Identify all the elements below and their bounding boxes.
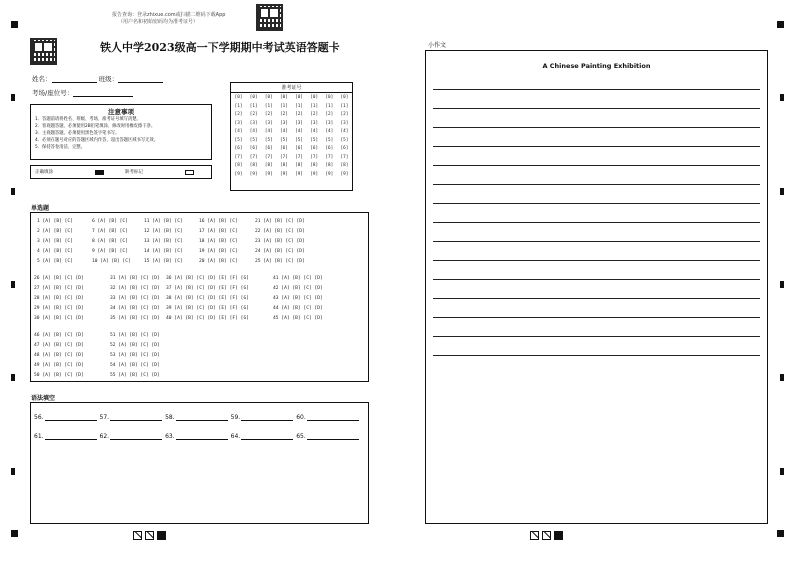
correct-fill-label: 正确填涂	[35, 170, 53, 175]
mc-question[interactable]: 21 [A] [B] [C] [D]	[255, 219, 305, 224]
admission-digit-bubble[interactable]: [0]	[310, 95, 319, 100]
mc-question[interactable]: 38 [A] [B] [C] [D] [E] [F] [G]	[166, 296, 249, 301]
admission-title: 准考证号	[231, 83, 352, 93]
admission-digit-bubble[interactable]: [0]	[249, 95, 258, 100]
legend-box	[30, 165, 212, 179]
mc-question[interactable]: 5 [A] [B] [C]	[37, 259, 73, 264]
absent-mark-label: 缺考标记	[125, 170, 143, 175]
grammar-blank[interactable]	[165, 433, 228, 440]
grammar-blank[interactable]	[296, 433, 359, 440]
mc-section-label: 单选题	[31, 205, 50, 212]
mc-question[interactable]: 39 [A] [B] [C] [D] [E] [F] [G]	[166, 306, 249, 311]
seat-label: 考场/座位号：	[32, 89, 74, 97]
grammar-blank[interactable]	[100, 433, 163, 440]
admission-digit-column	[310, 94, 318, 190]
admission-digit-bubble[interactable]: [8]	[249, 163, 258, 168]
admission-digit-bubble[interactable]: [1]	[234, 103, 243, 109]
timing-mark	[780, 281, 784, 288]
grammar-answer-line[interactable]	[45, 414, 97, 421]
mc-question[interactable]: 31 [A] [B] [C] [D]	[110, 276, 160, 281]
note-line: 1．答题前请将姓名、班级、考场、准考证号填写清楚。	[35, 117, 141, 122]
mc-box	[30, 212, 369, 382]
page-mark-slash	[542, 531, 551, 540]
admission-digit-bubble[interactable]: [6]	[295, 146, 303, 151]
admission-digit-bubble[interactable]: [5]	[310, 137, 319, 143]
page-marks-left	[133, 531, 166, 540]
admission-grid	[231, 94, 352, 190]
admission-digit-bubble[interactable]: [3]	[295, 120, 303, 126]
composition-writing-line[interactable]	[433, 260, 760, 261]
mc-question[interactable]: 54 [A] [B] [C] [D]	[110, 363, 160, 368]
mc-question[interactable]: 3 [A] [B] [C]	[37, 239, 73, 244]
admission-digit-bubble[interactable]: [8]	[310, 163, 319, 168]
mc-question[interactable]: 14 [A] [B] [C]	[144, 249, 183, 254]
admission-digit-bubble[interactable]: [0]	[295, 95, 303, 100]
mc-question[interactable]: 29 [A] [B] [C] [D]	[34, 306, 84, 311]
admission-digit-bubble[interactable]: [6]	[264, 146, 273, 151]
admission-digit-bubble[interactable]: [1]	[264, 103, 273, 109]
mc-question[interactable]: 15 [A] [B] [C]	[144, 259, 183, 264]
mc-question[interactable]: 22 [A] [B] [C] [D]	[255, 229, 305, 234]
grammar-answer-line[interactable]	[45, 433, 97, 440]
absent-mark-box[interactable]	[185, 170, 194, 175]
mc-question[interactable]: 32 [A] [B] [C] [D]	[110, 286, 160, 291]
note-line: 2．客观题答题，必须使用2B铅笔填涂，修改时用橡皮擦干净。	[35, 124, 156, 129]
mc-question[interactable]: 9 [A] [B] [C]	[92, 249, 128, 254]
mc-question[interactable]: 28 [A] [B] [C] [D]	[34, 296, 84, 301]
mc-question[interactable]: 49 [A] [B] [C] [D]	[34, 363, 84, 368]
admission-digit-column	[295, 94, 303, 190]
admission-digit-column	[341, 94, 349, 190]
mc-question[interactable]: 43 [A] [B] [C] [D]	[273, 296, 323, 301]
admission-digit-bubble[interactable]: [9]	[280, 171, 288, 177]
name-row	[32, 74, 163, 83]
admission-digit-bubble[interactable]: [1]	[325, 103, 334, 109]
timing-mark	[780, 374, 784, 381]
grammar-blank-number: 63.	[165, 433, 175, 440]
grammar-blank[interactable]	[231, 433, 294, 440]
composition-writing-line[interactable]	[433, 165, 760, 166]
grammar-answer-line[interactable]	[110, 414, 162, 421]
admission-digit-bubble[interactable]: [7]	[295, 154, 303, 160]
admission-digit-bubble[interactable]: [2]	[325, 112, 334, 117]
notes-title: 注意事项	[108, 108, 134, 116]
mc-question[interactable]: 44 [A] [B] [C] [D]	[273, 306, 323, 311]
mc-question[interactable]: 34 [A] [B] [C] [D]	[110, 306, 160, 311]
grammar-answer-line[interactable]	[176, 433, 228, 440]
admission-digit-bubble[interactable]: [2]	[264, 112, 273, 117]
admission-digit-bubble[interactable]: [7]	[264, 154, 273, 160]
admission-digit-bubble[interactable]: [8]	[264, 163, 273, 168]
grammar-blank[interactable]	[231, 414, 294, 421]
admission-digit-bubble[interactable]: [7]	[280, 154, 288, 160]
admission-digit-bubble[interactable]: [2]	[280, 112, 288, 117]
timing-mark	[780, 94, 784, 101]
composition-writing-line[interactable]	[433, 108, 760, 109]
admission-digit-bubble[interactable]: [8]	[295, 163, 303, 168]
admission-digit-bubble[interactable]: [7]	[325, 154, 334, 160]
admission-digit-bubble[interactable]: [9]	[325, 171, 334, 177]
correct-fill-sample	[95, 170, 104, 175]
timing-mark	[780, 188, 784, 195]
admission-digit-bubble[interactable]: [3]	[249, 120, 258, 126]
page-mark-slash	[133, 531, 142, 540]
grammar-blank[interactable]	[100, 414, 163, 421]
mc-question[interactable]: 33 [A] [B] [C] [D]	[110, 296, 160, 301]
composition-writing-line[interactable]	[433, 355, 760, 356]
admission-digit-bubble[interactable]: [5]	[234, 137, 243, 143]
admission-digit-bubble[interactable]: [8]	[325, 163, 334, 168]
admission-digit-bubble[interactable]: [9]	[310, 171, 319, 177]
mc-question[interactable]: 52 [A] [B] [C] [D]	[110, 343, 160, 348]
admission-digit-bubble[interactable]: [1]	[280, 103, 288, 109]
admission-digit-bubble[interactable]: [9]	[264, 171, 273, 177]
grammar-blank-number: 65.	[296, 433, 306, 440]
page-mark-slash	[530, 531, 539, 540]
grammar-answer-line[interactable]	[176, 414, 228, 421]
mc-question[interactable]: 55 [A] [B] [C] [D]	[110, 373, 160, 378]
grammar-blank-number: 61.	[34, 433, 44, 440]
grammar-answer-line[interactable]	[241, 433, 293, 440]
class-field[interactable]	[118, 75, 163, 83]
grammar-blank-number: 57.	[99, 414, 110, 421]
mc-question[interactable]: 12 [A] [B] [C]	[144, 229, 183, 234]
grammar-answer-line[interactable]	[307, 433, 359, 440]
grammar-answer-line[interactable]	[307, 414, 359, 421]
notes-box	[30, 104, 212, 160]
admission-digit-bubble[interactable]: [9]	[249, 171, 258, 177]
admission-digit-bubble[interactable]: [9]	[340, 171, 349, 177]
admission-digit-bubble[interactable]: [4]	[340, 129, 349, 134]
admission-digit-bubble[interactable]: [5]	[264, 137, 273, 143]
mc-question[interactable]: 17 [A] [B] [C]	[199, 229, 238, 234]
sheet-title: 铁人中学2023级高一下学期期中考试英语答题卡	[100, 41, 340, 54]
grammar-blank-number: 56.	[34, 414, 44, 421]
admission-digit-bubble[interactable]: [3]	[340, 120, 349, 126]
page-mark-slash	[145, 531, 154, 540]
mc-question[interactable]: 7 [A] [B] [C]	[92, 229, 128, 234]
mc-question[interactable]: 50 [A] [B] [C] [D]	[34, 373, 84, 378]
admission-digit-bubble[interactable]: [7]	[249, 154, 258, 160]
mc-question[interactable]: 10 [A] [B] [C]	[92, 259, 131, 264]
admission-digit-bubble[interactable]: [0]	[234, 95, 243, 100]
mc-question[interactable]: 4 [A] [B] [C]	[37, 249, 73, 254]
grammar-row	[34, 414, 362, 421]
admission-digit-bubble[interactable]: [9]	[234, 171, 243, 177]
timing-mark	[11, 468, 15, 475]
composition-heading: A Chinese Painting Exhibition	[542, 62, 651, 70]
grammar-blank-number: 62.	[99, 433, 110, 440]
admission-digit-bubble[interactable]: [3]	[310, 120, 319, 126]
grammar-blank-number: 60.	[296, 414, 306, 421]
composition-writing-line[interactable]	[433, 127, 760, 128]
admission-digit-bubble[interactable]: [2]	[310, 112, 319, 117]
admission-digit-column	[325, 94, 333, 190]
composition-writing-line[interactable]	[433, 336, 760, 337]
composition-writing-line[interactable]	[433, 317, 760, 318]
timing-mark	[11, 374, 15, 381]
mc-question[interactable]: 35 [A] [B] [C] [D]	[110, 316, 160, 321]
note-line: 3．主观题答题，必须使用黑色签字笔书写。	[35, 131, 120, 136]
timing-mark	[780, 468, 784, 475]
mc-question[interactable]: 25 [A] [B] [C] [D]	[255, 259, 305, 264]
admission-digit-column	[280, 94, 288, 190]
admission-digit-bubble[interactable]: [6]	[325, 146, 334, 151]
grammar-answer-line[interactable]	[110, 433, 162, 440]
timing-mark	[11, 281, 15, 288]
composition-writing-line[interactable]	[433, 184, 760, 185]
mc-question[interactable]: 20 [A] [B] [C]	[199, 259, 238, 264]
admission-digit-bubble[interactable]: [4]	[295, 129, 303, 134]
corner-mark	[777, 530, 784, 537]
admission-digit-bubble[interactable]: [6]	[249, 146, 258, 151]
mc-question[interactable]: 46 [A] [B] [C] [D]	[34, 333, 84, 338]
admission-digit-bubble[interactable]: [1]	[310, 103, 319, 109]
mc-question[interactable]: 1 [A] [B] [C]	[37, 219, 73, 224]
admission-digit-bubble[interactable]: [7]	[310, 154, 319, 160]
composition-writing-line[interactable]	[433, 222, 760, 223]
admission-digit-bubble[interactable]: [5]	[295, 137, 303, 143]
grammar-blank[interactable]	[296, 414, 359, 421]
mc-question[interactable]: 36 [A] [B] [C] [D] [E] [F] [G]	[166, 276, 249, 281]
seat-row	[32, 88, 133, 97]
mc-question[interactable]: 23 [A] [B] [C] [D]	[255, 239, 305, 244]
mc-question[interactable]: 37 [A] [B] [C] [D] [E] [F] [G]	[166, 286, 249, 291]
mc-question[interactable]: 53 [A] [B] [C] [D]	[110, 353, 160, 358]
class-label: 班级：	[98, 75, 119, 83]
grammar-blank-number: 59.	[230, 414, 241, 421]
note-line: 5．保持答卷清洁、完整。	[35, 145, 85, 150]
mc-question[interactable]: 45 [A] [B] [C] [D]	[273, 316, 323, 321]
mc-question[interactable]: 19 [A] [B] [C]	[199, 249, 238, 254]
admission-digit-bubble[interactable]: [0]	[264, 95, 273, 100]
note-line: 4．必须在题号对应的答题区域内作答，超出答题区域书写无效。	[35, 138, 159, 143]
admission-digit-bubble[interactable]: [8]	[280, 163, 288, 168]
admission-digit-bubble[interactable]: [5]	[340, 137, 349, 143]
admission-digit-bubble[interactable]: [1]	[249, 103, 258, 109]
admission-digit-bubble[interactable]: [5]	[249, 137, 258, 143]
admission-digit-bubble[interactable]: [6]	[234, 146, 243, 151]
mc-question[interactable]: 24 [A] [B] [C] [D]	[255, 249, 305, 254]
name-field[interactable]	[52, 75, 97, 83]
mc-question[interactable]: 26 [A] [B] [C] [D]	[34, 276, 84, 281]
seat-field[interactable]	[73, 89, 133, 97]
composition-writing-line[interactable]	[433, 241, 760, 242]
admission-digit-bubble[interactable]: [4]	[310, 129, 319, 134]
mc-question[interactable]: 42 [A] [B] [C] [D]	[273, 286, 323, 291]
mc-question[interactable]: 6 [A] [B] [C]	[92, 219, 128, 224]
admission-digit-bubble[interactable]: [0]	[325, 95, 334, 100]
grammar-blank[interactable]	[34, 414, 97, 421]
admission-digit-bubble[interactable]: [6]	[280, 146, 288, 151]
mc-question[interactable]: 30 [A] [B] [C] [D]	[34, 316, 84, 321]
admission-digit-bubble[interactable]: [7]	[234, 154, 243, 160]
corner-mark	[11, 530, 18, 537]
admission-digit-bubble[interactable]: [4]	[249, 129, 258, 134]
page-mark-solid	[157, 531, 166, 540]
sheet-qr-code	[30, 38, 57, 65]
grammar-blank[interactable]	[34, 433, 97, 440]
grammar-box	[30, 402, 369, 524]
admission-digit-bubble[interactable]: [8]	[234, 163, 243, 168]
admission-digit-bubble[interactable]: [3]	[325, 120, 334, 126]
mc-question[interactable]: 51 [A] [B] [C] [D]	[110, 333, 160, 338]
mc-question[interactable]: 27 [A] [B] [C] [D]	[34, 286, 84, 291]
admission-digit-column	[265, 94, 273, 190]
corner-mark	[11, 21, 18, 28]
admission-digit-column	[235, 94, 243, 190]
admission-digit-bubble[interactable]: [3]	[234, 120, 243, 126]
grammar-section-label: 语法填空	[31, 395, 56, 402]
mc-question[interactable]: 11 [A] [B] [C]	[144, 219, 183, 224]
app-qr-code	[256, 4, 283, 31]
admission-digit-bubble[interactable]: [7]	[340, 154, 349, 160]
login-notice: 报告查询：登录zhixue.com或扫描二维码下载App	[112, 12, 226, 18]
timing-mark	[11, 94, 15, 101]
admission-digit-bubble[interactable]: [4]	[280, 129, 288, 134]
grammar-answer-line[interactable]	[241, 414, 293, 421]
mc-question[interactable]: 47 [A] [B] [C] [D]	[34, 343, 84, 348]
admission-digit-bubble[interactable]: [2]	[234, 112, 243, 117]
page-mark-solid	[554, 531, 563, 540]
name-label: 姓名：	[32, 75, 52, 83]
admission-number-box	[230, 82, 353, 191]
composition-writing-line[interactable]	[433, 89, 760, 90]
composition-writing-line[interactable]	[433, 298, 760, 299]
mc-question[interactable]: 41 [A] [B] [C] [D]	[273, 276, 323, 281]
composition-section-label: 小作文	[428, 42, 447, 49]
admission-digit-bubble[interactable]: [5]	[325, 137, 334, 143]
admission-digit-bubble[interactable]: [2]	[340, 112, 349, 117]
mc-question[interactable]: 16 [A] [B] [C]	[199, 219, 238, 224]
corner-mark	[777, 21, 784, 28]
admission-digit-bubble[interactable]: [4]	[234, 129, 243, 134]
admission-digit-bubble[interactable]: [4]	[264, 129, 273, 134]
mc-question[interactable]: 8 [A] [B] [C]	[92, 239, 128, 244]
mc-question[interactable]: 48 [A] [B] [C] [D]	[34, 353, 84, 358]
password-notice: （用户名和初始密码均为准考证号）	[118, 19, 199, 25]
admission-digit-bubble[interactable]: [0]	[280, 95, 288, 100]
admission-digit-bubble[interactable]: [8]	[340, 163, 349, 168]
admission-digit-bubble[interactable]: [6]	[310, 146, 319, 151]
mc-question[interactable]: 13 [A] [B] [C]	[144, 239, 183, 244]
admission-digit-bubble[interactable]: [3]	[264, 120, 273, 126]
composition-writing-line[interactable]	[433, 203, 760, 204]
composition-box	[425, 50, 768, 524]
admission-digit-bubble[interactable]: [4]	[325, 129, 334, 134]
admission-digit-bubble[interactable]: [2]	[295, 112, 303, 117]
composition-writing-line[interactable]	[433, 146, 760, 147]
timing-mark	[11, 188, 15, 195]
admission-digit-bubble[interactable]: [1]	[295, 103, 303, 109]
composition-writing-line[interactable]	[433, 279, 760, 280]
admission-digit-bubble[interactable]: [3]	[280, 120, 288, 126]
admission-digit-bubble[interactable]: [5]	[280, 137, 288, 143]
grammar-blank-number: 58.	[165, 414, 175, 421]
grammar-row	[34, 433, 362, 440]
admission-digit-bubble[interactable]: [0]	[340, 95, 349, 100]
admission-digit-bubble[interactable]: [2]	[249, 112, 258, 117]
mc-question[interactable]: 2 [A] [B] [C]	[37, 229, 73, 234]
admission-digit-bubble[interactable]: [9]	[295, 171, 303, 177]
admission-digit-bubble[interactable]: [1]	[340, 103, 349, 109]
page-marks-right	[530, 531, 563, 540]
admission-digit-bubble[interactable]: [6]	[340, 146, 349, 151]
admission-digit-column	[250, 94, 258, 190]
grammar-blank-number: 64.	[230, 433, 241, 440]
grammar-blank[interactable]	[165, 414, 228, 421]
mc-question[interactable]: 40 [A] [B] [C] [D] [E] [F] [G]	[166, 316, 249, 321]
mc-question[interactable]: 18 [A] [B] [C]	[199, 239, 238, 244]
